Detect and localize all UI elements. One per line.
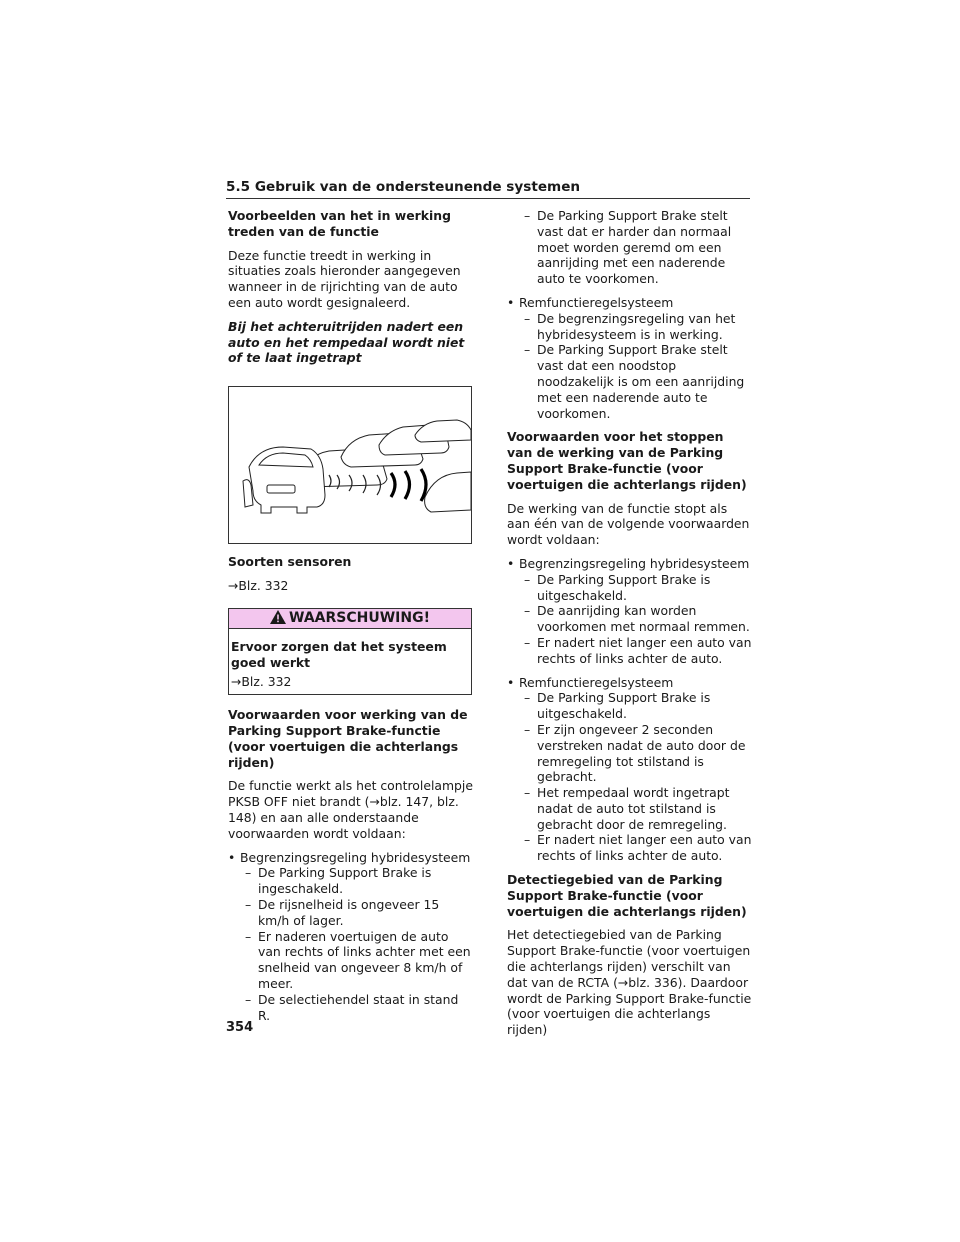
illustration-reversing-car [228, 386, 472, 544]
bullet-hybrid-limit: • Begrenzingsregeling hybridesysteem [507, 556, 753, 572]
dash-item: – De aanrijding kan worden voorkomen met normaal remmen. [507, 603, 753, 635]
paragraph-intro: Deze functie treedt in werking in situaties zoals hieronder aangegeven wanneer in de rijrichting van de auto een auto wordt gesignaleerd. [228, 247, 461, 310]
dash-item: – De Parking Support Brake is uitgeschakeld. [507, 690, 753, 722]
paragraph-stop: De werking van de functie stopt als aan één van de volgende voorwaarden wordt voldaan: [507, 500, 750, 548]
heading-detection-area: Detectiegebied van de Parking Support Brake-functie (voor voertuigen die achterlangs rijden) [507, 872, 747, 919]
dash-item: – Het rempedaal wordt ingetrapt nadat de auto tot stilstand is gebracht door de remregeling. [507, 785, 753, 832]
bullet-hybrid-limit: • Begrenzingsregeling hybridesysteem [228, 850, 474, 866]
dash-item: – De Parking Support Brake stelt vast dat een noodstop noodzakelijk is om een aanrijding met een naderende auto te voorkomen. [507, 342, 753, 421]
dash-item: – De Parking Support Brake is ingeschakeld. [228, 865, 474, 897]
warning-heading: Ervoor zorgen dat het systeem goed werkt [231, 638, 447, 670]
dash-item: – De selectiehendel staat in stand R. [228, 992, 474, 1024]
warning-title: WAARSCHUWING! [289, 609, 430, 626]
reversing-car-illustration [229, 387, 471, 543]
dash-item: – De Parking Support Brake stelt vast dat er harder dan normaal moet worden geremd om een aanrijding met een naderende auto te voorkomen. [507, 208, 753, 287]
dash-item: – Er nadert niet langer een auto van rechts of links achter de auto. [507, 635, 753, 667]
section-title: 5.5 Gebruik van de ondersteunende systemen [226, 179, 750, 199]
left-column [228, 208, 474, 1023]
heading-stop-conditions: Voorwaarden voor het stoppen van de werking van de Parking Support Brake-functie (voor voertuigen die achterlangs rijden) [507, 429, 747, 492]
dash-item: – De begrenzingsregeling van het hybridesysteem is in werking. [507, 311, 753, 343]
page-number: 354 [226, 1020, 254, 1035]
bullet-brake-control: • Remfunctieregelsysteem [507, 295, 753, 311]
warning-body [229, 629, 471, 694]
bullet-brake-control: • Remfunctieregelsysteem [507, 675, 753, 691]
dash-item: – Er naderen voertuigen de auto van rechts of links achter met een snelheid van ongeveer 8 km/h of meer. [228, 929, 474, 992]
right-column [507, 208, 753, 1046]
warning-box [228, 608, 472, 695]
dash-item: – De Parking Support Brake is uitgeschakeld. [507, 572, 753, 604]
heading-operating-conditions: Voorwaarden voor werking van de Parking Support Brake-functie (voor voertuigen die achterlangs rijden) [228, 707, 468, 770]
dash-item: – Er zijn ongeveer 2 seconden verstreken nadat de auto door de remregeling tot stilstand is gebracht. [507, 722, 753, 785]
dash-item: – Er nadert niet langer een auto van rechts of links achter de auto. [507, 832, 753, 864]
warning-triangle-icon [270, 610, 286, 624]
heading-examples: Voorbeelden van het in werking treden van de functie [228, 208, 451, 239]
reference-sensor-types[interactable]: →Blz. 332 [228, 577, 289, 593]
paragraph-detection: Het detectiegebied van de Parking Support Brake-functie (voor voertuigen die achterlangs rijden) verschilt van dat van de RCTA (→blz. 336). Daardoor wordt de Parking Support Brake-functie (voor voertuigen die achterlangs rijden) [507, 927, 752, 1038]
situation-heading: Bij het achteruitrijden nadert een auto en het rempedaal wordt niet of te laat ingetrapt [228, 318, 465, 366]
warning-reference[interactable]: →Blz. 332 [231, 674, 292, 690]
warning-header [229, 609, 471, 629]
paragraph-conditions: De functie werkt als het controlelampje PKSB OFF niet brandt (→blz. 147, blz. 148) en aan alle onderstaande voorwaarden wordt voldaan: [228, 778, 473, 841]
heading-sensor-types: Soorten sensoren [228, 554, 352, 570]
dash-item: – De rijsnelheid is ongeveer 15 km/h of lager. [228, 897, 474, 929]
